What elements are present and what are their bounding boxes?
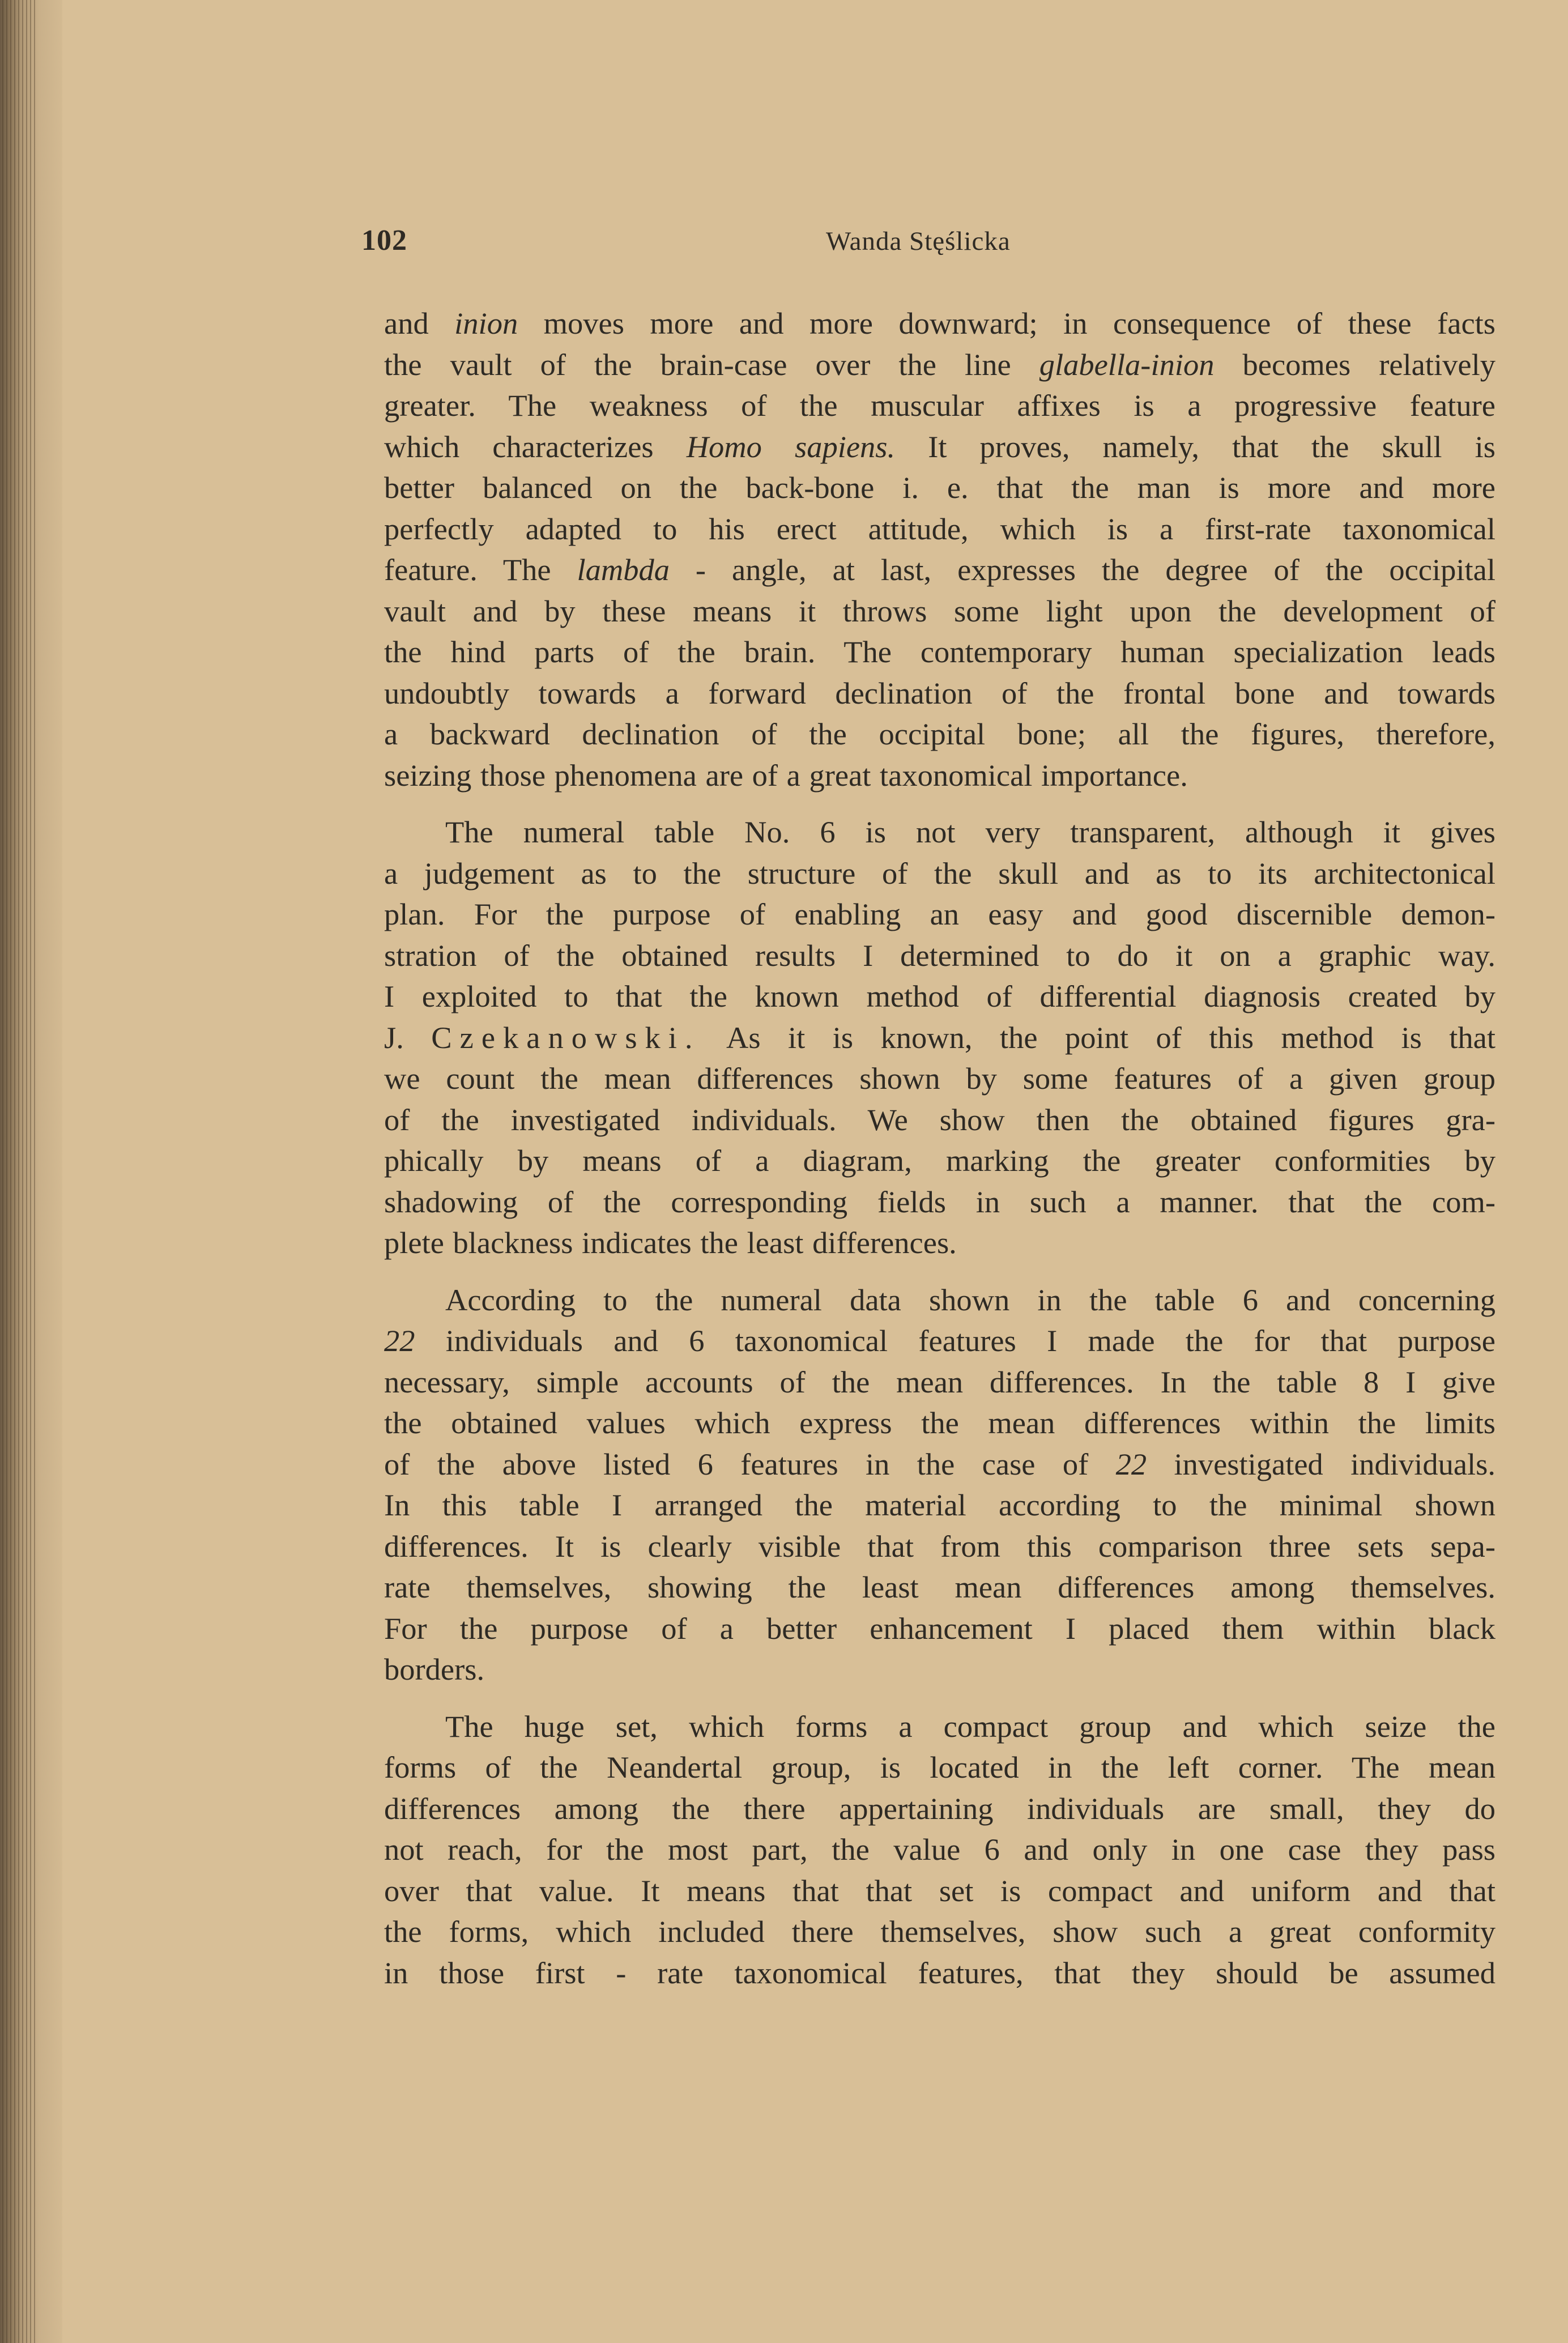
text-run: over that value. It means that that set is compact and uniform and that [384, 1873, 1495, 1908]
text-line [384, 1649, 1495, 1690]
text-line [384, 894, 1495, 935]
text-line [384, 1280, 1495, 1321]
text-line [384, 1100, 1495, 1141]
text-line [384, 1403, 1495, 1444]
text-run: better balanced on the back-bone i. e. that the man is more and more [384, 470, 1495, 505]
text-line [384, 1362, 1495, 1403]
text-run: seizing those phenomena are of a great taxonomical importance. [384, 757, 1188, 793]
text-line [384, 1017, 1495, 1059]
text-run: the vault of the brain-case over the line [384, 347, 1039, 382]
text-run: - angle, at last, expresses the degree of the occipital [670, 552, 1495, 587]
text-run: As it is known, the point of this method is that [700, 1020, 1496, 1055]
text-line [384, 591, 1495, 632]
paragraph-gap [384, 1264, 1495, 1280]
text-line [384, 1829, 1495, 1871]
text-run: moves more and more downward; in consequence of these facts [518, 306, 1495, 340]
page-edges [2, 0, 36, 2343]
text-run: of the investigated individuals. We show then the obtained figures gra- [384, 1102, 1495, 1137]
text-run: vault and by these means it throws some light upon the development of [384, 593, 1495, 628]
text-run: stration of the obtained results I determined to do it on a graphic way. [384, 938, 1495, 973]
text-line [384, 1485, 1495, 1526]
text-run: inion [454, 306, 518, 340]
paragraph-gap [384, 1690, 1495, 1706]
text-line [384, 549, 1495, 591]
text-line [384, 1608, 1495, 1650]
text-line [384, 1320, 1495, 1362]
text-run: For the purpose of a better enhancement I placed them within black [384, 1611, 1495, 1646]
text-run: plan. For the purpose of enabling an easy and good discernible demon- [384, 897, 1495, 931]
text-run: rate themselves, showing the least mean differences among themselves. [384, 1570, 1495, 1604]
text-run: phically by means of a diagram, marking the greater conformities by [384, 1143, 1495, 1178]
text-line [384, 1140, 1495, 1182]
text-run: According to the numeral data shown in the table 6 and concerning [445, 1282, 1495, 1317]
text-run: becomes relatively [1214, 347, 1495, 382]
text-run: borders. [384, 1652, 485, 1686]
text-run: plete blackness indicates the least differences. [384, 1225, 957, 1260]
text-run: Homo sapiens. [686, 429, 896, 464]
text-run: a judgement as to the structure of the skull and as to its architectonical [384, 855, 1495, 891]
text-run: investigated individuals. [1147, 1446, 1496, 1481]
text-line [384, 303, 1495, 344]
text-line [384, 1567, 1495, 1608]
text-run: glabella-inion [1039, 347, 1215, 382]
text-line [384, 1706, 1495, 1748]
text-line [384, 1526, 1495, 1567]
text-run: lambda [577, 552, 670, 587]
text-line [384, 1871, 1495, 1912]
text-run: J. [384, 1020, 432, 1055]
text-run: a backward declination of the occipital bone; all the figures, therefore, [384, 717, 1495, 751]
text-run: The huge set, which forms a compact group and which seize the [445, 1709, 1495, 1744]
text-line [384, 344, 1495, 386]
text-line [384, 632, 1495, 673]
running-head: Wanda Stęślicka [826, 227, 1011, 256]
text-line [384, 1747, 1495, 1788]
text-line [384, 1444, 1495, 1485]
text-line [384, 1788, 1495, 1830]
text-run: Czekanowski. [431, 1020, 701, 1055]
text-line [384, 714, 1495, 755]
text-run: forms of the Neandertal group, is located in the left corner. The mean [384, 1750, 1495, 1784]
text-run: differences among the there appertaining individuals are small, they do [384, 1791, 1495, 1826]
body-text [384, 303, 1495, 1993]
text-line [384, 1911, 1495, 1953]
text-run: of the above listed 6 features in the case of [384, 1446, 1116, 1481]
text-line [384, 427, 1495, 468]
text-run: greater. The weakness of the muscular affixes is a progressive feature [384, 388, 1495, 423]
text-run: shadowing of the corresponding fields in such a manner. that the com- [384, 1184, 1495, 1219]
text-run: individuals and 6 taxonomical features I made the for that purpose [415, 1323, 1495, 1358]
text-run: and [384, 306, 455, 340]
text-run: 22 [384, 1323, 415, 1358]
text-run: perfectly adapted to his erect attitude, which is a first-rate taxonomical [384, 511, 1495, 546]
text-line [384, 1222, 1495, 1264]
text-run: The numeral table No. 6 is not very transparent, although it gives [445, 815, 1495, 849]
text-line [384, 1182, 1495, 1223]
text-run: in those first - rate taxonomical features, that they should be assumed [384, 1955, 1495, 1990]
text-line [384, 755, 1495, 796]
text-line [384, 467, 1495, 509]
text-run: undoubtly towards a forward declination of the frontal bone and towards [384, 675, 1495, 710]
text-run: we count the mean differences shown by some features of a given group [384, 1061, 1495, 1096]
text-run: which characterizes [384, 429, 687, 464]
text-run: necessary, simple accounts of the mean differences. In the table 8 I give [384, 1364, 1495, 1399]
text-line [384, 673, 1495, 714]
text-line [384, 976, 1495, 1017]
text-run: I exploited to that the known method of differential diagnosis created by [384, 979, 1495, 1013]
text-run: feature. The [384, 552, 577, 587]
text-line [384, 1953, 1495, 1994]
page-header [361, 224, 1494, 263]
text-run: the forms, which included there themselves, show such a great conformity [384, 1914, 1495, 1949]
paragraph-gap [384, 796, 1495, 812]
text-line [384, 385, 1495, 427]
book-binding-shadow [0, 0, 62, 2343]
text-run: differences. It is clearly visible that from this comparison three sets sepa- [384, 1528, 1495, 1564]
text-line [384, 1058, 1495, 1100]
page-number: 102 [361, 224, 407, 257]
text-line [384, 853, 1495, 894]
text-run: In this table I arranged the material according to the minimal shown [384, 1488, 1495, 1522]
text-run: 22 [1115, 1446, 1147, 1481]
text-run: the obtained values which express the mean differences within the limits [384, 1405, 1495, 1440]
text-run: the hind parts of the brain. The contemporary human specialization leads [384, 634, 1495, 669]
text-line [384, 935, 1495, 977]
text-run: It proves, namely, that the skull is [895, 429, 1495, 464]
text-line [384, 509, 1495, 550]
text-run: not reach, for the most part, the value 6 and only in one case they pass [384, 1832, 1495, 1867]
text-line [384, 812, 1495, 853]
